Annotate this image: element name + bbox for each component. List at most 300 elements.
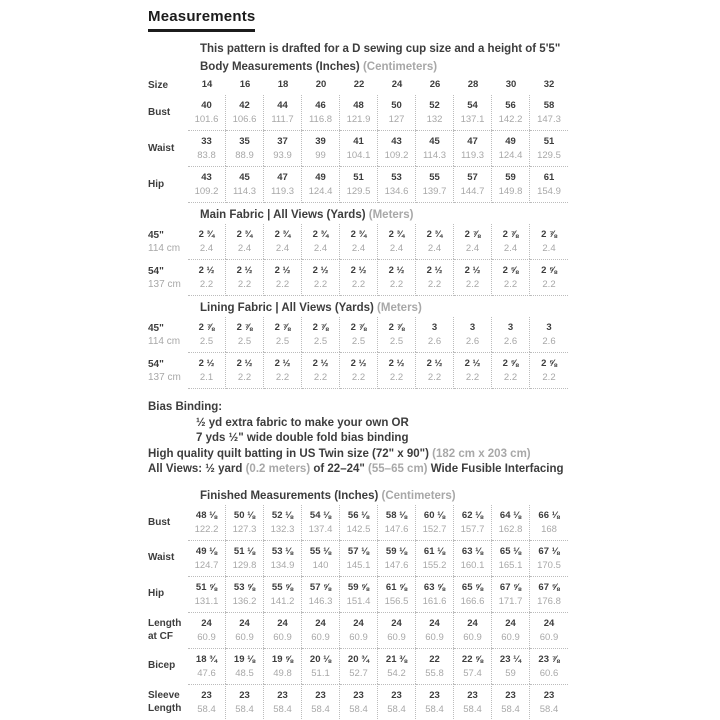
size-value: 26 xyxy=(429,79,441,90)
metric-value: 60.9 xyxy=(273,631,292,643)
imperial-value: 48 ⅛ xyxy=(195,509,218,521)
measurement-cell xyxy=(492,648,530,684)
metric-value: 124.7 xyxy=(194,559,219,571)
imperial-value: 24 xyxy=(277,617,288,629)
page-title: Measurements xyxy=(148,8,255,32)
row-label xyxy=(148,576,188,612)
measurement-cell xyxy=(226,648,264,684)
measurement-cell xyxy=(226,95,264,130)
measurement-cell xyxy=(454,224,492,259)
table-row xyxy=(148,166,568,203)
metric-value: 51.1 xyxy=(311,667,330,679)
measurement-cell xyxy=(530,540,568,576)
imperial-value: 61 ⅝ xyxy=(385,581,408,593)
measurement-cell xyxy=(302,505,340,540)
imperial-value: 2 ⅝ xyxy=(541,265,557,276)
measurement-cell xyxy=(264,317,302,352)
metric-value: 2.4 xyxy=(275,243,290,254)
row-label xyxy=(148,505,188,540)
imperial-value: 23 xyxy=(391,689,402,701)
imperial-value: 2 ¾ xyxy=(236,229,253,240)
measurement-cell xyxy=(454,259,492,296)
metric-value: 157.7 xyxy=(460,523,485,535)
imperial-value: 56 ⅛ xyxy=(347,509,370,521)
metric-value: 2.2 xyxy=(351,279,366,290)
measurement-cell xyxy=(226,684,264,720)
metric-value: 109.2 xyxy=(384,150,409,161)
row-label-line: Length xyxy=(148,617,182,629)
size-value: 24 xyxy=(391,79,403,90)
measurement-cell xyxy=(188,612,226,648)
measurement-cell xyxy=(416,259,454,296)
metric-value: 2.2 xyxy=(275,279,290,290)
measurement-cell xyxy=(188,505,226,540)
imperial-value: 24 xyxy=(353,617,364,629)
size-cell xyxy=(530,76,568,94)
imperial-value: 62 ⅛ xyxy=(461,509,484,521)
metric-value: 60.6 xyxy=(539,667,559,679)
measurement-cell xyxy=(530,130,568,166)
measurement-cell xyxy=(492,166,530,203)
measurement-cell xyxy=(226,540,264,576)
imperial-value: 33 xyxy=(201,136,212,147)
interfacing-width: of 22–24" xyxy=(313,463,365,475)
interfacing-width-metric: (55–65 cm) xyxy=(368,463,428,475)
row-label-line: 45" xyxy=(148,322,164,334)
size-value: 20 xyxy=(315,79,327,90)
imperial-value: 24 xyxy=(467,617,478,629)
metric-value: 122.2 xyxy=(194,523,219,535)
imperial-value: 61 xyxy=(543,172,555,183)
bias-option-2: 7 yds ½" wide double fold bias binding xyxy=(196,432,409,444)
measurement-cell xyxy=(378,648,416,684)
imperial-value: 2 ¾ xyxy=(350,229,367,240)
metric-value: 129.5 xyxy=(537,150,561,161)
table-row xyxy=(148,352,568,389)
metric-value: 49.8 xyxy=(273,667,292,679)
lining-fabric-table xyxy=(148,317,568,389)
row-label xyxy=(148,224,188,259)
row-label-line: 54" xyxy=(148,358,164,370)
measurement-cell xyxy=(530,352,568,389)
measurement-cell xyxy=(340,352,378,389)
metric-value: 121.9 xyxy=(346,114,371,125)
measurement-cell xyxy=(264,130,302,166)
heading-metric: (Centimeters) xyxy=(362,61,438,73)
imperial-value: 53 ⅛ xyxy=(271,545,294,557)
measurement-cell xyxy=(492,259,530,296)
imperial-value: 59 ⅝ xyxy=(347,581,370,593)
metric-value: 2.4 xyxy=(389,243,404,254)
measurement-cell xyxy=(264,352,302,389)
metric-value: 55.8 xyxy=(425,667,444,679)
heading-metric: (Centimeters) xyxy=(381,489,456,502)
imperial-value: 3 xyxy=(431,322,438,333)
measurement-cell xyxy=(226,352,264,389)
imperial-value: 23 xyxy=(315,689,326,701)
metric-value: 58.4 xyxy=(349,703,368,715)
imperial-value: 2 ½ xyxy=(312,358,329,369)
metric-value: 2.4 xyxy=(542,243,556,254)
measurement-cell xyxy=(416,352,454,389)
measurement-cell xyxy=(530,505,568,540)
measurement-cell xyxy=(492,505,530,540)
heading-metric: (Meters) xyxy=(368,209,414,221)
table-row xyxy=(148,612,568,648)
metric-value: 60.9 xyxy=(311,631,330,643)
imperial-value: 40 xyxy=(201,100,212,111)
imperial-value: 24 xyxy=(239,617,250,629)
row-label-line: 137 cm xyxy=(148,278,181,290)
metric-value: 2.2 xyxy=(237,372,252,383)
imperial-value: 2 ⅞ xyxy=(388,322,405,333)
interfacing-type: Wide Fusible Interfacing xyxy=(430,463,564,475)
measurement-cell xyxy=(416,648,454,684)
metric-value: 58.4 xyxy=(539,703,559,715)
measurement-cell xyxy=(492,317,530,352)
imperial-value: 52 xyxy=(429,100,440,111)
measurement-cell xyxy=(226,317,264,352)
imperial-value: 2 ½ xyxy=(198,358,215,369)
measurement-cell xyxy=(302,648,340,684)
table-row xyxy=(148,95,568,130)
measurement-cell xyxy=(302,352,340,389)
imperial-value: 37 xyxy=(277,136,288,147)
imperial-value: 39 xyxy=(315,136,326,147)
imperial-value: 55 ⅝ xyxy=(271,581,294,593)
metric-value: 2.4 xyxy=(503,243,518,254)
imperial-value: 63 ⅛ xyxy=(461,545,484,557)
size-cell xyxy=(264,76,302,94)
metric-value: 58.4 xyxy=(387,703,406,715)
batting-imperial: High quality quilt batting in US Twin size (72" x 90") xyxy=(148,447,429,460)
metric-value: 142.2 xyxy=(498,114,523,125)
measurement-cell xyxy=(264,576,302,612)
imperial-value: 24 xyxy=(391,617,402,629)
measurement-cell xyxy=(340,166,378,203)
metric-value: 142.5 xyxy=(346,523,371,535)
measurement-cell xyxy=(264,648,302,684)
imperial-value: 55 ⅛ xyxy=(309,545,332,557)
imperial-value: 64 ⅛ xyxy=(499,509,522,521)
row-label-line: Bust xyxy=(148,516,171,528)
measurement-cell xyxy=(416,95,454,130)
imperial-value: 2 ⅞ xyxy=(541,229,557,240)
imperial-value: 2 ¾ xyxy=(388,229,405,240)
measurement-cell xyxy=(378,612,416,648)
imperial-value: 2 ⅞ xyxy=(274,322,291,333)
metric-value: 109.2 xyxy=(194,186,219,197)
metric-value: 2.6 xyxy=(427,336,442,347)
measurement-cell xyxy=(378,317,416,352)
metric-value: 104.1 xyxy=(346,150,371,161)
imperial-value: 2 ½ xyxy=(426,265,443,276)
measurement-cell xyxy=(340,224,378,259)
metric-value: 111.7 xyxy=(271,114,294,125)
metric-value: 2.2 xyxy=(542,372,556,383)
size-header-row xyxy=(148,76,568,94)
metric-value: 2.2 xyxy=(542,279,556,290)
metric-value: 170.5 xyxy=(537,559,561,571)
measurement-cell xyxy=(188,352,226,389)
measurement-cell xyxy=(340,612,378,648)
row-label-line: Hip xyxy=(148,588,165,599)
measurement-cell xyxy=(302,540,340,576)
metric-value: 144.7 xyxy=(460,186,485,197)
body-measurements-table xyxy=(148,76,568,203)
measurement-cell xyxy=(264,259,302,296)
main-fabric-table xyxy=(148,224,568,296)
table-row xyxy=(148,224,568,259)
metric-value: 59 xyxy=(505,667,516,679)
metric-value: 129.5 xyxy=(346,186,371,197)
metric-value: 176.8 xyxy=(537,595,561,607)
measurement-cell xyxy=(378,130,416,166)
imperial-value: 51 xyxy=(543,136,555,147)
metric-value: 60.9 xyxy=(197,631,216,643)
metric-value: 58.4 xyxy=(235,703,254,715)
metric-value: 124.4 xyxy=(498,150,523,161)
metric-value: 114.3 xyxy=(422,150,447,161)
measurement-cell xyxy=(340,130,378,166)
table-row xyxy=(148,684,568,720)
metric-value: 60.9 xyxy=(349,631,368,643)
measurement-cell xyxy=(340,648,378,684)
metric-value: 2.1 xyxy=(199,372,214,383)
metric-value: 146.3 xyxy=(308,595,333,607)
imperial-value: 2 ½ xyxy=(464,265,481,276)
metric-value: 83.8 xyxy=(197,150,216,161)
imperial-value: 57 xyxy=(467,172,478,183)
measurement-cell xyxy=(416,505,454,540)
imperial-value: 2 ½ xyxy=(312,265,329,276)
imperial-value: 65 ⅝ xyxy=(461,581,484,593)
imperial-value: 21 ⅜ xyxy=(385,653,408,665)
imperial-value: 2 ½ xyxy=(388,265,405,276)
metric-value: 2.4 xyxy=(427,243,442,254)
finished-measurements-table xyxy=(148,505,568,720)
imperial-value: 3 xyxy=(546,322,552,333)
imperial-value: 52 ⅛ xyxy=(271,509,294,521)
measurement-cell xyxy=(188,166,226,203)
measurement-cell xyxy=(302,684,340,720)
metric-value: 2.4 xyxy=(351,243,366,254)
metric-value: 132.3 xyxy=(270,523,295,535)
row-label xyxy=(148,352,188,389)
measurement-cell xyxy=(378,540,416,576)
row-label-line: 137 cm xyxy=(148,371,181,383)
metric-value: 2.6 xyxy=(465,336,480,347)
imperial-value: 18 ¾ xyxy=(195,653,218,665)
imperial-value: 58 ⅛ xyxy=(385,509,408,521)
measurement-cell xyxy=(188,684,226,720)
row-label-line: Sleeve xyxy=(148,690,180,701)
metric-value: 154.9 xyxy=(537,186,561,197)
measurement-cell xyxy=(188,317,226,352)
metric-value: 145.1 xyxy=(346,559,371,571)
measurement-cell xyxy=(378,224,416,259)
imperial-value: 2 ½ xyxy=(350,265,367,276)
metric-value: 47.6 xyxy=(197,667,216,679)
imperial-value: 20 ⅛ xyxy=(309,653,332,665)
metric-value: 2.2 xyxy=(313,372,328,383)
imperial-value: 49 xyxy=(505,136,516,147)
metric-value: 2.2 xyxy=(465,372,480,383)
measurement-cell xyxy=(492,684,530,720)
metric-value: 161.6 xyxy=(422,595,447,607)
measurement-cell xyxy=(530,259,568,296)
row-label xyxy=(148,317,188,352)
measurement-cell xyxy=(416,317,454,352)
measurement-cell xyxy=(226,166,264,203)
metric-value: 151.4 xyxy=(346,595,371,607)
metric-value: 48.5 xyxy=(235,667,254,679)
measurement-cell xyxy=(530,166,568,203)
imperial-value: 41 xyxy=(353,136,364,147)
metric-value: 147.6 xyxy=(384,559,409,571)
row-label-line: Hip xyxy=(148,179,165,190)
imperial-value: 67 ⅝ xyxy=(538,581,560,593)
table-row xyxy=(148,505,568,540)
table-row xyxy=(148,130,568,166)
size-cell xyxy=(340,76,378,94)
metric-value: 119.3 xyxy=(270,186,295,197)
measurement-cell xyxy=(302,576,340,612)
metric-value: 54.2 xyxy=(387,667,406,679)
imperial-value: 2 ⅞ xyxy=(502,229,519,240)
measurement-cell xyxy=(226,505,264,540)
metric-value: 137.1 xyxy=(460,114,485,125)
row-label-line: 114 cm xyxy=(148,335,181,347)
metric-value: 2.4 xyxy=(237,243,252,254)
imperial-value: 24 xyxy=(201,617,212,629)
measurement-cell xyxy=(302,317,340,352)
metric-value: 93.9 xyxy=(273,150,292,161)
imperial-value: 2 ½ xyxy=(426,358,443,369)
size-cell xyxy=(416,76,454,94)
metric-value: 131.1 xyxy=(194,595,219,607)
measurement-cell xyxy=(454,505,492,540)
measurement-cell xyxy=(416,576,454,612)
imperial-value: 2 ½ xyxy=(274,358,291,369)
metric-value: 58.4 xyxy=(273,703,292,715)
size-cell xyxy=(226,76,264,94)
measurement-cell xyxy=(188,259,226,296)
heading-metric: (Meters) xyxy=(377,302,422,314)
metric-value: 168 xyxy=(541,523,557,535)
imperial-value: 45 xyxy=(429,136,440,147)
row-label-line: 45" xyxy=(148,229,164,241)
imperial-value: 2 ¾ xyxy=(312,229,329,240)
measurement-cell xyxy=(340,317,378,352)
measurement-cell xyxy=(302,259,340,296)
imperial-value: 57 ⅝ xyxy=(309,581,332,593)
measurement-cell xyxy=(188,130,226,166)
imperial-value: 2 ½ xyxy=(236,358,253,369)
imperial-value: 46 xyxy=(315,100,326,111)
imperial-value: 56 xyxy=(505,100,516,111)
imperial-value: 51 ⅛ xyxy=(233,545,256,557)
metric-value: 2.2 xyxy=(237,279,252,290)
measurement-cell xyxy=(454,166,492,203)
measurement-cell xyxy=(454,540,492,576)
imperial-value: 57 ⅛ xyxy=(347,545,370,557)
imperial-value: 50 xyxy=(391,100,402,111)
imperial-value: 23 xyxy=(543,689,555,701)
metric-value: 147.3 xyxy=(537,114,561,125)
metric-value: 60.9 xyxy=(501,631,520,643)
metric-value: 58.4 xyxy=(501,703,520,715)
metric-value: 140 xyxy=(312,559,329,571)
imperial-value: 48 xyxy=(353,100,364,111)
metric-value: 2.5 xyxy=(275,336,290,347)
imperial-value: 60 ⅛ xyxy=(423,509,446,521)
metric-value: 116.8 xyxy=(308,114,333,125)
imperial-value: 65 ⅛ xyxy=(499,545,522,557)
metric-value: 139.7 xyxy=(422,186,447,197)
imperial-value: 55 xyxy=(429,172,440,183)
imperial-value: 2 ⅞ xyxy=(236,322,253,333)
row-label xyxy=(148,648,188,684)
size-value: 18 xyxy=(277,79,289,90)
measurement-cell xyxy=(378,95,416,130)
metric-value: 2.2 xyxy=(313,279,328,290)
imperial-value: 59 xyxy=(505,172,516,183)
row-label-line: 54" xyxy=(148,265,164,277)
imperial-value: 24 xyxy=(543,617,555,629)
imperial-value: 61 ⅛ xyxy=(423,545,446,557)
imperial-value: 23 xyxy=(429,689,440,701)
measurement-cell xyxy=(416,166,454,203)
imperial-value: 2 ½ xyxy=(198,265,215,276)
measurement-cell xyxy=(454,648,492,684)
metric-value: 152.7 xyxy=(422,523,447,535)
heading-imperial: Finished Measurements (Inches) xyxy=(200,489,379,502)
size-cell xyxy=(378,76,416,94)
measurement-cell xyxy=(188,648,226,684)
imperial-value: 22 ⅝ xyxy=(461,653,484,665)
lining-fabric-heading xyxy=(200,302,720,314)
imperial-value: 2 ¾ xyxy=(198,229,215,240)
table-row xyxy=(148,317,568,352)
imperial-value: 24 xyxy=(429,617,440,629)
metric-value: 2.2 xyxy=(465,279,480,290)
metric-value: 2.5 xyxy=(237,336,252,347)
measurement-cell xyxy=(302,130,340,166)
main-fabric-heading xyxy=(200,209,720,221)
imperial-value: 53 ⅝ xyxy=(233,581,256,593)
metric-value: 101.6 xyxy=(194,114,219,125)
bias-binding-title: Bias Binding: xyxy=(148,401,223,413)
measurement-cell xyxy=(454,612,492,648)
imperial-value: 22 xyxy=(429,653,440,665)
measurement-cell xyxy=(264,540,302,576)
measurement-cell xyxy=(264,505,302,540)
row-label-line: Bicep xyxy=(148,660,176,671)
size-value: 30 xyxy=(505,79,517,90)
measurement-cell xyxy=(340,505,378,540)
measurement-cell xyxy=(264,224,302,259)
size-value: 28 xyxy=(467,79,479,90)
metric-value: 137.4 xyxy=(308,523,333,535)
metric-value: 2.2 xyxy=(275,372,290,383)
metric-value: 2.2 xyxy=(427,372,442,383)
metric-value: 58.4 xyxy=(197,703,216,715)
measurement-cell xyxy=(530,576,568,612)
imperial-value: 2 ¾ xyxy=(426,229,443,240)
measurement-cell xyxy=(264,95,302,130)
imperial-value: 43 xyxy=(391,136,402,147)
